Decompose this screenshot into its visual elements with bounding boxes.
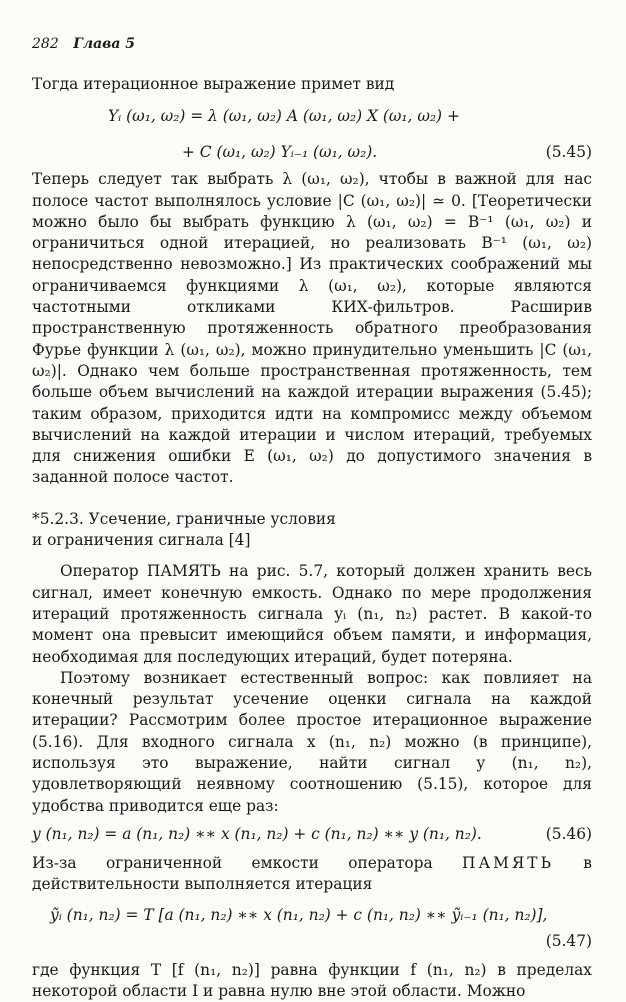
equation-5-45-line-2-text: + C (ω₁, ω₂) Yᵢ₋₁ (ω₁, ω₂). bbox=[182, 143, 377, 161]
equation-5-45-line-2 bbox=[32, 141, 592, 163]
chapter-title: Глава 5 bbox=[73, 36, 135, 52]
equation-5-46 bbox=[32, 823, 592, 845]
limited-after: в действительности выполняется итерация bbox=[32, 854, 592, 893]
equation-5-46-label: (5.46) bbox=[546, 823, 592, 845]
equation-5-46-text: y (n₁, n₂) = a (n₁, n₂) ∗∗ x (n₁, n₂) + c (n₁, n₂) ∗∗ y (n₁, n₂). bbox=[32, 825, 482, 843]
limited-capacity-paragraph bbox=[32, 853, 592, 896]
page-header bbox=[32, 34, 592, 54]
book-page bbox=[32, 34, 592, 1002]
equation-5-47-text: ỹᵢ (n₁, n₂) = T [a (n₁, n₂) ∗∗ x (n₁, n₂) + c (n₁, n₂) ∗∗ ỹᵢ₋₁ (n₁, n₂)], bbox=[50, 906, 547, 924]
section-heading bbox=[32, 509, 592, 552]
equation-5-47-label: (5.47) bbox=[32, 930, 592, 952]
limited-before: Из-за ограниченной емкости оператора bbox=[32, 854, 433, 872]
page-number: 282 bbox=[32, 36, 59, 52]
section-heading-line-1: *5.2.3. Усечение, граничные условия bbox=[32, 509, 592, 530]
section-heading-line-2: и ограничения сигнала [4] bbox=[32, 530, 592, 551]
question-paragraph: Поэтому возникает естественный вопрос: как повлияет на конечный результат усечение оценки сигнала на каждой итерации? Рассмотрим более простое итерационное выражение (5.16). Для входного сигнала x (n₁, n₂) можно (в принципе), используя это выражение, найти сигнал y (n₁, n₂), удовлетворяющий неявному соотношению (5.15), которое для удобства приводится еще раз: bbox=[32, 668, 592, 817]
equation-5-45-line-1-text: Yᵢ (ω₁, ω₂) = λ (ω₁, ω₂) A (ω₁, ω₂) X (ω₁, ω₂) + bbox=[108, 107, 460, 125]
equation-5-45-line-1 bbox=[32, 105, 592, 127]
memory-operator-keyword: ПАМЯТЬ bbox=[462, 854, 554, 872]
intro-paragraph: Тогда итерационное выражение примет вид bbox=[32, 74, 592, 95]
equation-5-47 bbox=[32, 904, 592, 926]
memory-paragraph: Оператор ПАМЯТЬ на рис. 5.7, который должен хранить весь сигнал, имеет конечную емкость. Однако по мере продолжения итераций протяженность сигнала yᵢ (n₁, n₂) растет. В какой-то момент она превысит имеющийся объем памяти, и информация, необходимая для последующих итераций, будет потеряна. bbox=[32, 561, 592, 667]
choice-paragraph: Теперь следует так выбрать λ (ω₁, ω₂), чтобы в важной для нас полосе частот выполнялось условие |C (ω₁, ω₂)| ≃ 0. [Теоретически можно было бы выбрать функцию λ (ω₁, ω₂) = B⁻¹ (ω₁, ω₂) и ограничиться одной итерацией, но реализовать B⁻¹ (ω₁, ω₂) непосредственно невозможно.] Из практических соображений мы ограничиваемся функциями λ (ω₁, ω₂), которые являются частотными откликами КИХ-фильтров. Расширив пространственную протяженность обратного преобразования Фурье функции λ (ω₁, ω₂), можно принудительно уменьшить |C (ω₁, ω₂)|. Однако чем больше пространственная протяженность, тем больше объем вычислений на каждой итерации выражения (5.45); таким образом, приходится идти на компромисс между объемом вычислений на каждой итерации и числом итераций, требуемых для снижения ошибки E (ω₁, ω₂) до допустимого значения в заданной полосе частот. bbox=[32, 169, 592, 488]
function-paragraph: где функция T [f (n₁, n₂)] равна функции f (n₁, n₂) в пределах некоторой области I и равна нулю вне этой области. Можно bbox=[32, 960, 592, 1002]
equation-5-45-label: (5.45) bbox=[546, 141, 592, 163]
